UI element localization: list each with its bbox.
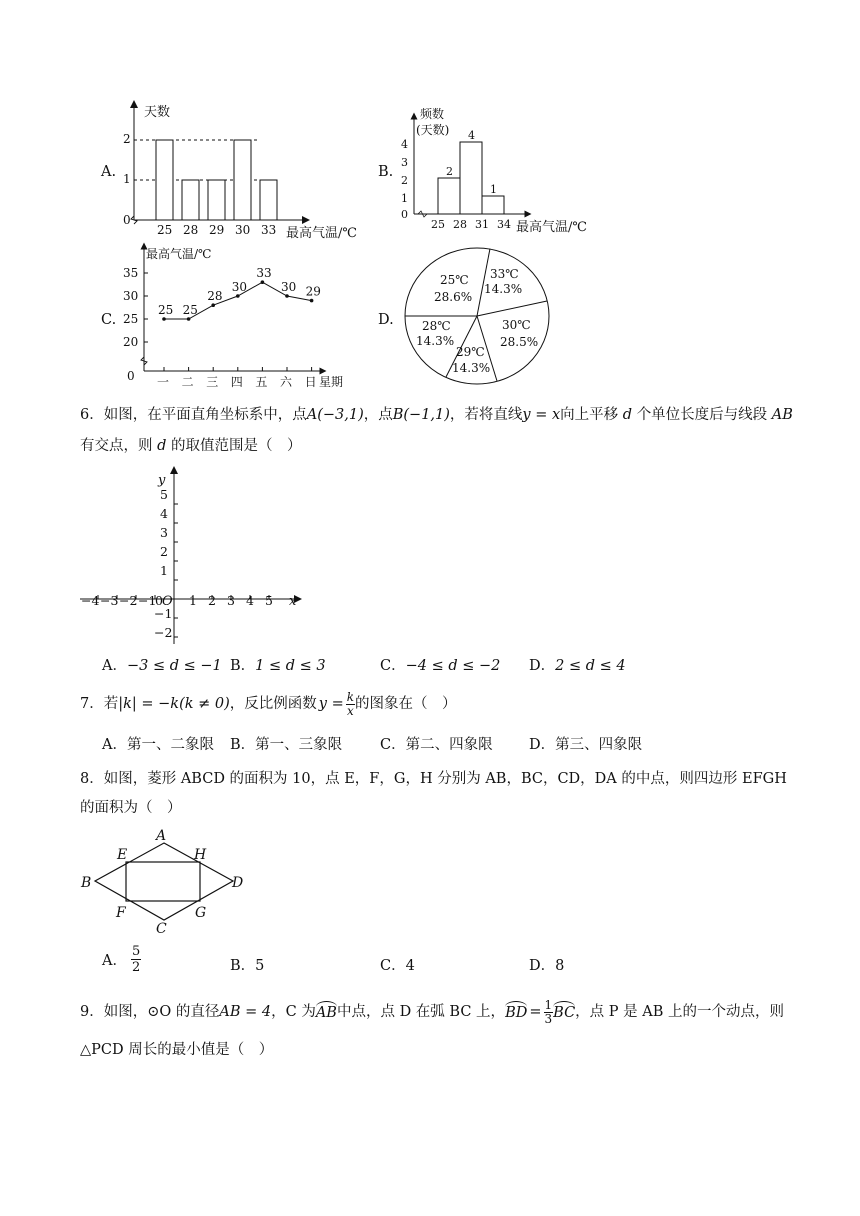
midpoint-h: H: [194, 847, 207, 863]
point-value-label: 25: [158, 303, 174, 317]
x-tick-label: 28: [183, 223, 199, 237]
q5-b-ylabel: 频数: [420, 107, 445, 121]
q7-option-d[interactable]: [529, 733, 642, 754]
x-tick-0: 0: [155, 593, 163, 608]
x-tick: −4: [81, 593, 100, 608]
q5-option-a-letter: A.: [101, 164, 117, 180]
pie-slice-25-pct: 28.6%: [434, 290, 473, 304]
q6-text: 个单位长度后与线段: [636, 407, 768, 423]
option-letter: D．: [529, 737, 556, 753]
q7-option-b[interactable]: [230, 733, 342, 754]
option-letter: A．: [102, 737, 127, 753]
q5-b-ytick: 2: [401, 174, 408, 187]
day-label: 五: [255, 375, 268, 389]
q5-c-ytick: 0: [127, 369, 135, 383]
bar-value-label: 1: [490, 183, 497, 196]
y-tick: 4: [160, 506, 168, 521]
pie-slice-30-pct: 28.5%: [500, 335, 539, 349]
data-point: [236, 294, 240, 298]
pie-slice-33-temp: 33℃: [490, 267, 519, 281]
point-a: A(−3,1): [306, 407, 364, 423]
arc-bd: BD: [505, 1001, 527, 1023]
arc-bc: BC: [553, 1001, 575, 1023]
line-equation: y = x: [522, 407, 561, 423]
q6-option-a[interactable]: [102, 654, 222, 675]
point-value-label: 28: [207, 289, 223, 304]
point-value-label: 30: [231, 280, 248, 294]
bar: [208, 180, 225, 220]
question-7: [80, 684, 457, 724]
option-letter: B．: [230, 658, 256, 674]
q6-text: ，点: [363, 407, 393, 423]
pie-slice-30-temp: 30℃: [502, 318, 531, 332]
x-tick: −2: [119, 593, 138, 608]
q6-text: 有交点，则: [80, 438, 153, 454]
question-8-line-1: 8．如图，菱形 ABCD 的面积为 10，点 E，F，G，H 分别为 AB，BC，CD，DA 的中点，则四边形 EFGH: [80, 771, 787, 787]
q5-a-ytick: 0: [123, 213, 131, 227]
option-text: 2 ≤ d ≤ 4: [555, 658, 626, 674]
q5-option-d-pie-chart: [402, 246, 552, 388]
vertex-b: B: [81, 875, 92, 891]
bar: [182, 180, 199, 220]
q8-option-d[interactable]: [529, 954, 564, 975]
bar: [260, 180, 277, 220]
numerator: 5: [131, 944, 141, 959]
data-point: [187, 317, 191, 321]
q6-option-b[interactable]: [230, 654, 326, 675]
denominator: 2: [131, 960, 141, 975]
y-tick: 5: [160, 487, 168, 502]
data-point: [261, 280, 265, 284]
x-tick: −3: [100, 593, 119, 608]
pie-slice-28-pct: 14.3%: [416, 334, 455, 348]
y-tick: −1: [154, 606, 173, 621]
q5-a-ytick: 2: [123, 132, 131, 146]
y-tick: −2: [154, 625, 173, 640]
fraction-1-over-3: [544, 999, 554, 1026]
x-tick: 1: [189, 593, 197, 608]
q9-text: 中点，点 D 在弧 BC 上，: [336, 1004, 506, 1020]
question-9-line-2: △PCD 周长的最小值是（ ）: [80, 1042, 274, 1058]
x-tick-label: 31: [475, 218, 489, 231]
midpoint-e: E: [117, 847, 128, 863]
option-letter: B．: [230, 737, 256, 753]
bar-value-label: 2: [446, 165, 453, 178]
q5-option-c-letter: C.: [101, 312, 117, 328]
q5-c-ytick: 35: [123, 266, 139, 280]
q6-option-d[interactable]: [529, 654, 626, 675]
q7-text: ，反比例函数: [229, 696, 317, 712]
question-9-line-1: [80, 992, 784, 1032]
x-tick-label: 28: [453, 218, 467, 231]
diameter-eq: AB = 4: [219, 1004, 272, 1020]
bar: [234, 140, 251, 220]
q6-option-c[interactable]: [380, 654, 500, 675]
q5-b-xlabel: 最高气温/℃: [516, 220, 587, 234]
q7-option-c[interactable]: [380, 733, 493, 754]
arc-ab: AB: [316, 1001, 337, 1023]
q9-text: 9．如图，⊙O 的直径: [80, 1004, 220, 1020]
q6-text: 向上平移: [560, 407, 619, 423]
day-label: 三: [206, 375, 219, 389]
midpoint-g: G: [195, 905, 207, 921]
x-tick-label: 34: [497, 218, 511, 231]
question-6-line-2: [80, 436, 302, 456]
denominator: 3: [544, 1011, 553, 1026]
rhombus-diagram: [78, 826, 254, 936]
option-letter: A．: [102, 953, 127, 969]
q5-a-xlabel: 最高气温/℃: [286, 226, 357, 240]
q8-option-a[interactable]: [102, 944, 141, 975]
pie-slice-33-pct: 14.3%: [484, 282, 523, 296]
point-value-label: 33: [256, 266, 272, 281]
q7-text: 的图象在（ ）: [355, 696, 457, 712]
option-letter: C．: [380, 958, 406, 974]
fraction-5-over-2: [131, 944, 141, 975]
numerator: 1: [544, 997, 553, 1012]
option-text: 8: [555, 958, 565, 974]
data-point: [162, 317, 166, 321]
option-text: 第一、三象限: [255, 737, 343, 753]
q5-b-ytick: 3: [401, 156, 408, 169]
bar-value-label: 4: [468, 129, 475, 142]
q5-option-a-bar-chart: [118, 98, 388, 240]
point-value-label: 30: [281, 280, 297, 294]
origin-label: O: [162, 594, 173, 609]
day-label: 一: [157, 375, 170, 389]
q7-option-a[interactable]: [102, 733, 214, 754]
denominator: x: [347, 703, 354, 718]
day-label: 日: [304, 375, 317, 389]
q5-c-xlabel: 星期: [319, 375, 344, 389]
y-axis-label: y: [158, 473, 166, 488]
option-letter: C．: [380, 658, 406, 674]
day-label: 六: [280, 375, 293, 389]
x-tick: 4: [246, 593, 254, 608]
question-8-line-2: 的面积为（ ）: [80, 800, 182, 816]
option-letter: D．: [529, 958, 556, 974]
q5-b-ytick: 4: [401, 138, 408, 151]
option-letter: D．: [529, 658, 556, 674]
y-tick: 2: [160, 544, 168, 559]
day-label: 二: [181, 375, 194, 389]
numerator: k: [346, 689, 355, 704]
q8-option-b[interactable]: [230, 954, 264, 975]
midpoint-f: F: [116, 905, 126, 921]
bar: [156, 140, 173, 220]
option-text: 第二、四象限: [405, 737, 493, 753]
data-point: [285, 294, 289, 298]
q8-option-c[interactable]: [380, 954, 415, 975]
variable-d: d: [157, 438, 167, 454]
histogram-bar: [438, 178, 460, 214]
q5-b-ylabel-unit: (天数): [416, 123, 450, 137]
point-b: B(−1,1): [392, 407, 450, 423]
q5-option-c-line-chart: [118, 240, 358, 390]
option-letter: A．: [102, 658, 127, 674]
option-text: 第三、四象限: [555, 737, 643, 753]
option-text: 1 ≤ d ≤ 3: [255, 658, 326, 674]
point-value-label: 25: [182, 303, 198, 317]
q5-c-ytick: 25: [123, 312, 139, 326]
q6-text: ，若将直线: [449, 407, 523, 423]
x-axis-label: x: [289, 594, 297, 609]
q5-b-ytick: 1: [401, 192, 408, 205]
x-tick-label: 25: [157, 223, 173, 237]
option-letter: B．: [230, 958, 256, 974]
x-tick-label: 25: [431, 218, 445, 231]
x-tick: −1: [138, 593, 157, 608]
q7-text: 7．若: [80, 696, 119, 712]
data-point: [211, 303, 215, 307]
q5-option-b-histogram: [396, 104, 602, 234]
option-text: −3 ≤ d ≤ −1: [126, 658, 222, 674]
equals-sign: =: [529, 1004, 542, 1020]
q5-c-ylabel: 最高气温/℃: [146, 247, 212, 261]
q5-a-ylabel: 天数: [144, 105, 171, 120]
variable-d: d: [622, 407, 633, 423]
q5-c-ytick: 20: [123, 335, 139, 349]
fraction-k-over-x: [346, 691, 355, 718]
q5-b-ytick: 0: [401, 208, 408, 221]
option-letter: C．: [380, 737, 406, 753]
q6-text: 6．如图，在平面直角坐标系中，点: [80, 407, 307, 423]
q5-option-b-letter: B.: [378, 164, 394, 180]
q5-c-ytick: 30: [123, 289, 139, 303]
option-text: −4 ≤ d ≤ −2: [405, 658, 501, 674]
pie-slice-29-temp: 29℃: [456, 345, 485, 359]
pie-slice-28-temp: 28℃: [422, 319, 451, 333]
vertex-a: A: [156, 828, 167, 844]
q5-option-d-letter: D.: [378, 312, 394, 328]
data-point: [310, 299, 314, 303]
q7-condition: |k| = −k(k ≠ 0): [118, 696, 230, 712]
option-text: 4: [405, 958, 415, 974]
q9-text: ，点 P 是 AB 上的一个动点，则: [575, 1004, 784, 1020]
option-text: 5: [255, 958, 265, 974]
question-6-line-1: [80, 405, 793, 425]
x-tick-label: 29: [209, 223, 225, 237]
y-tick: 3: [160, 525, 168, 540]
option-text: 第一、二象限: [126, 737, 214, 753]
q7-function: y =: [318, 696, 344, 712]
q5-a-ytick: 1: [123, 172, 131, 186]
x-tick-label: 30: [235, 223, 251, 237]
x-tick: 5: [265, 593, 273, 608]
x-tick: 3: [227, 593, 235, 608]
histogram-bar: [482, 196, 504, 214]
pie-slice-25-temp: 25℃: [440, 273, 469, 287]
vertex-c: C: [156, 921, 167, 936]
y-tick: 1: [160, 563, 168, 578]
point-value-label: 29: [305, 284, 321, 299]
q6-coordinate-plane: [74, 462, 310, 650]
q6-text: 的取值范围是（ ）: [171, 438, 302, 454]
vertex-d: D: [232, 875, 244, 891]
histogram-bar: [460, 142, 482, 214]
x-tick-label: 33: [261, 223, 277, 237]
day-label: 四: [230, 375, 243, 389]
q9-text: ，C 为: [271, 1004, 316, 1020]
pie-slice-29-pct: 14.3%: [452, 361, 491, 375]
segment-ab: AB: [771, 407, 793, 423]
x-tick: 2: [208, 593, 216, 608]
